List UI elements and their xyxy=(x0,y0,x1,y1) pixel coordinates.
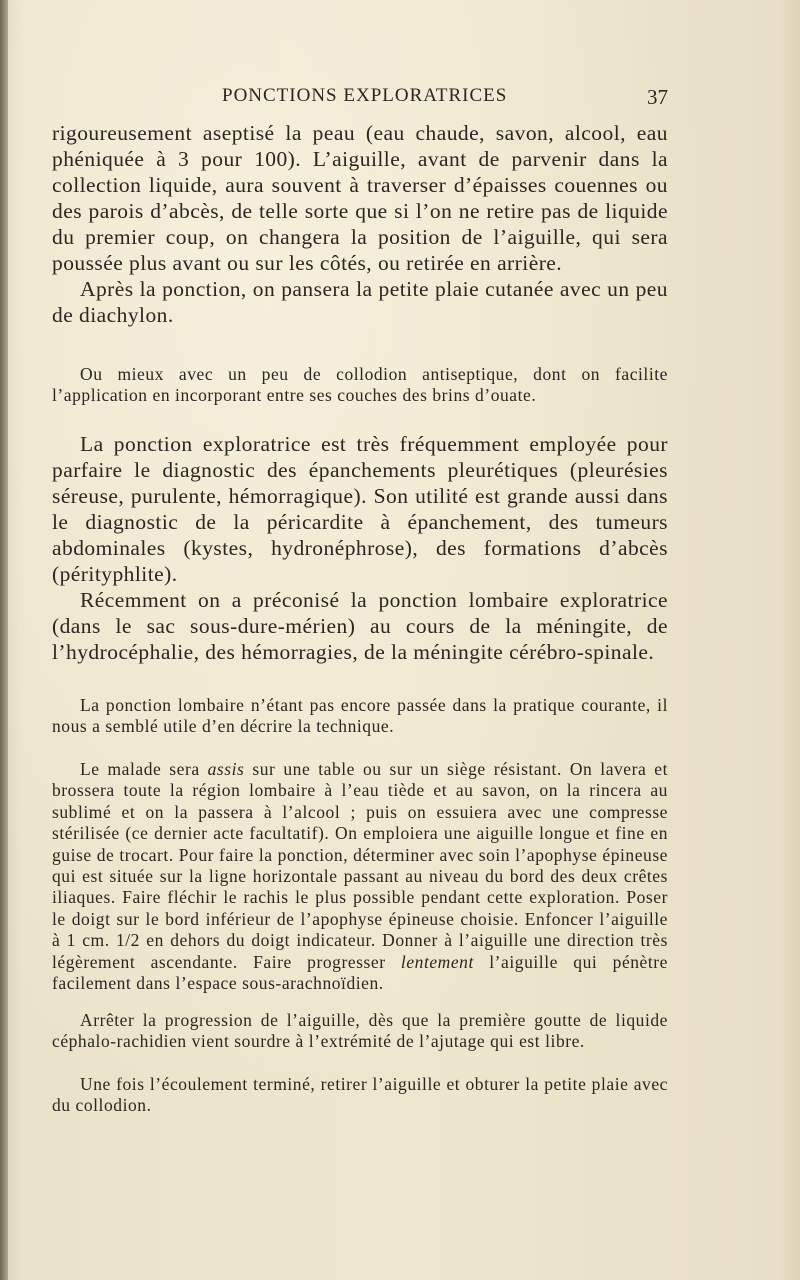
note-collodion: Ou mieux avec un peu de collodion antiseptique, dont on facilite l’application en incorporant entre ses couches des brins d’ouate. xyxy=(52,364,668,406)
note-technique: La ponction lombaire n’étant pas encore passée dans la pratique courante, il nous a semblé utile d’en décrire la technique. xyxy=(52,695,668,737)
paragraph-pansement: Après la ponction, on pansera la petite plaie cutanée avec un peu de diachylon. xyxy=(52,277,668,327)
paragraph-arret: Arrêter la progression de l’aiguille, dès que la première goutte de liquide céphalo-rachidien vient sourdre à l’extrémité de l’ajutage qui est libre. xyxy=(52,1010,668,1052)
paragraph-fin: Une fois l’écoulement terminé, retirer l’aiguille et obturer la petite plaie avec du collodion. xyxy=(52,1074,668,1116)
paragraph-indications: La ponction exploratrice est très fréquemment employée pour parfaire le diagnostic des épanchements pleurétiques (pleurésies séreuse, purulente, hémorragique). Son utilité est grande aussi dans le diagnostic de la péricardite à épanchement, des tumeurs abdominales (kystes, hydronéphrose), des formations d’abcès (pérityphlite). xyxy=(52,432,668,586)
technique-text-start: Le malade sera xyxy=(80,759,208,779)
paragraph-ponction-lombaire: Récemment on a préconisé la ponction lombaire exploratrice (dans le sac sous-dure-mérien) au cours de la méningite, de l’hydrocéphalie, des hémorragies, de la méningite cérébro-spinale. xyxy=(52,588,668,664)
running-title: PONCTIONS EXPLORATRICES xyxy=(222,85,508,106)
paragraph-aseptisation: rigoureusement aseptisé la peau (eau chaude, savon, alcool, eau phéniquée à 3 pour 100). L’aiguille, avant de parvenir dans la collection liquide, aura souvent à traverser d’épaisses couennes ou des parois d’abcès, de telle sorte que si l’on ne retire pas de liquide du premier coup, on changera la position de l’aiguille, qui sera poussée plus avant ou sur les côtés, ou retirée en arrière. xyxy=(52,121,668,275)
emphasis-lentement: lentement xyxy=(400,951,474,972)
page-binding-edge xyxy=(0,0,8,1280)
paragraph-technique-description xyxy=(52,759,668,994)
technique-text-middle: sur une table ou sur un siège résistant. On lavera et brossera toute la région lombaire à l’eau tiède et au savon, on la rincera au sublimé et on la passera à l’alcool ; puis on essuiera avec une compresse stérilisée (ce dernier acte facultatif). On emploiera une aiguille longue et fine en guise de trocart. Pour faire la ponction, déterminer avec soin l’apophyse épineuse qui est située sur la ligne horizontale passant au niveau du bord des deux crêtes iliaques. Faire fléchir le rachis le plus possible pendant cette exploration. Poser le doigt sur le bord inférieur de l’apophyse épineuse choisie. Enfoncer l’aiguille à 1 cm. 1/2 en dehors du doigt indicateur. Donner à l’aiguille une direction très légèrement ascendante. Faire progresser xyxy=(52,759,669,972)
technique-text-end: l’aiguille qui pénètre facilement dans l’espace sous-arachnoïdien. xyxy=(52,951,668,994)
emphasis-assis: assis xyxy=(207,759,245,779)
page-number: 37 xyxy=(647,85,668,109)
page-header xyxy=(52,85,668,111)
